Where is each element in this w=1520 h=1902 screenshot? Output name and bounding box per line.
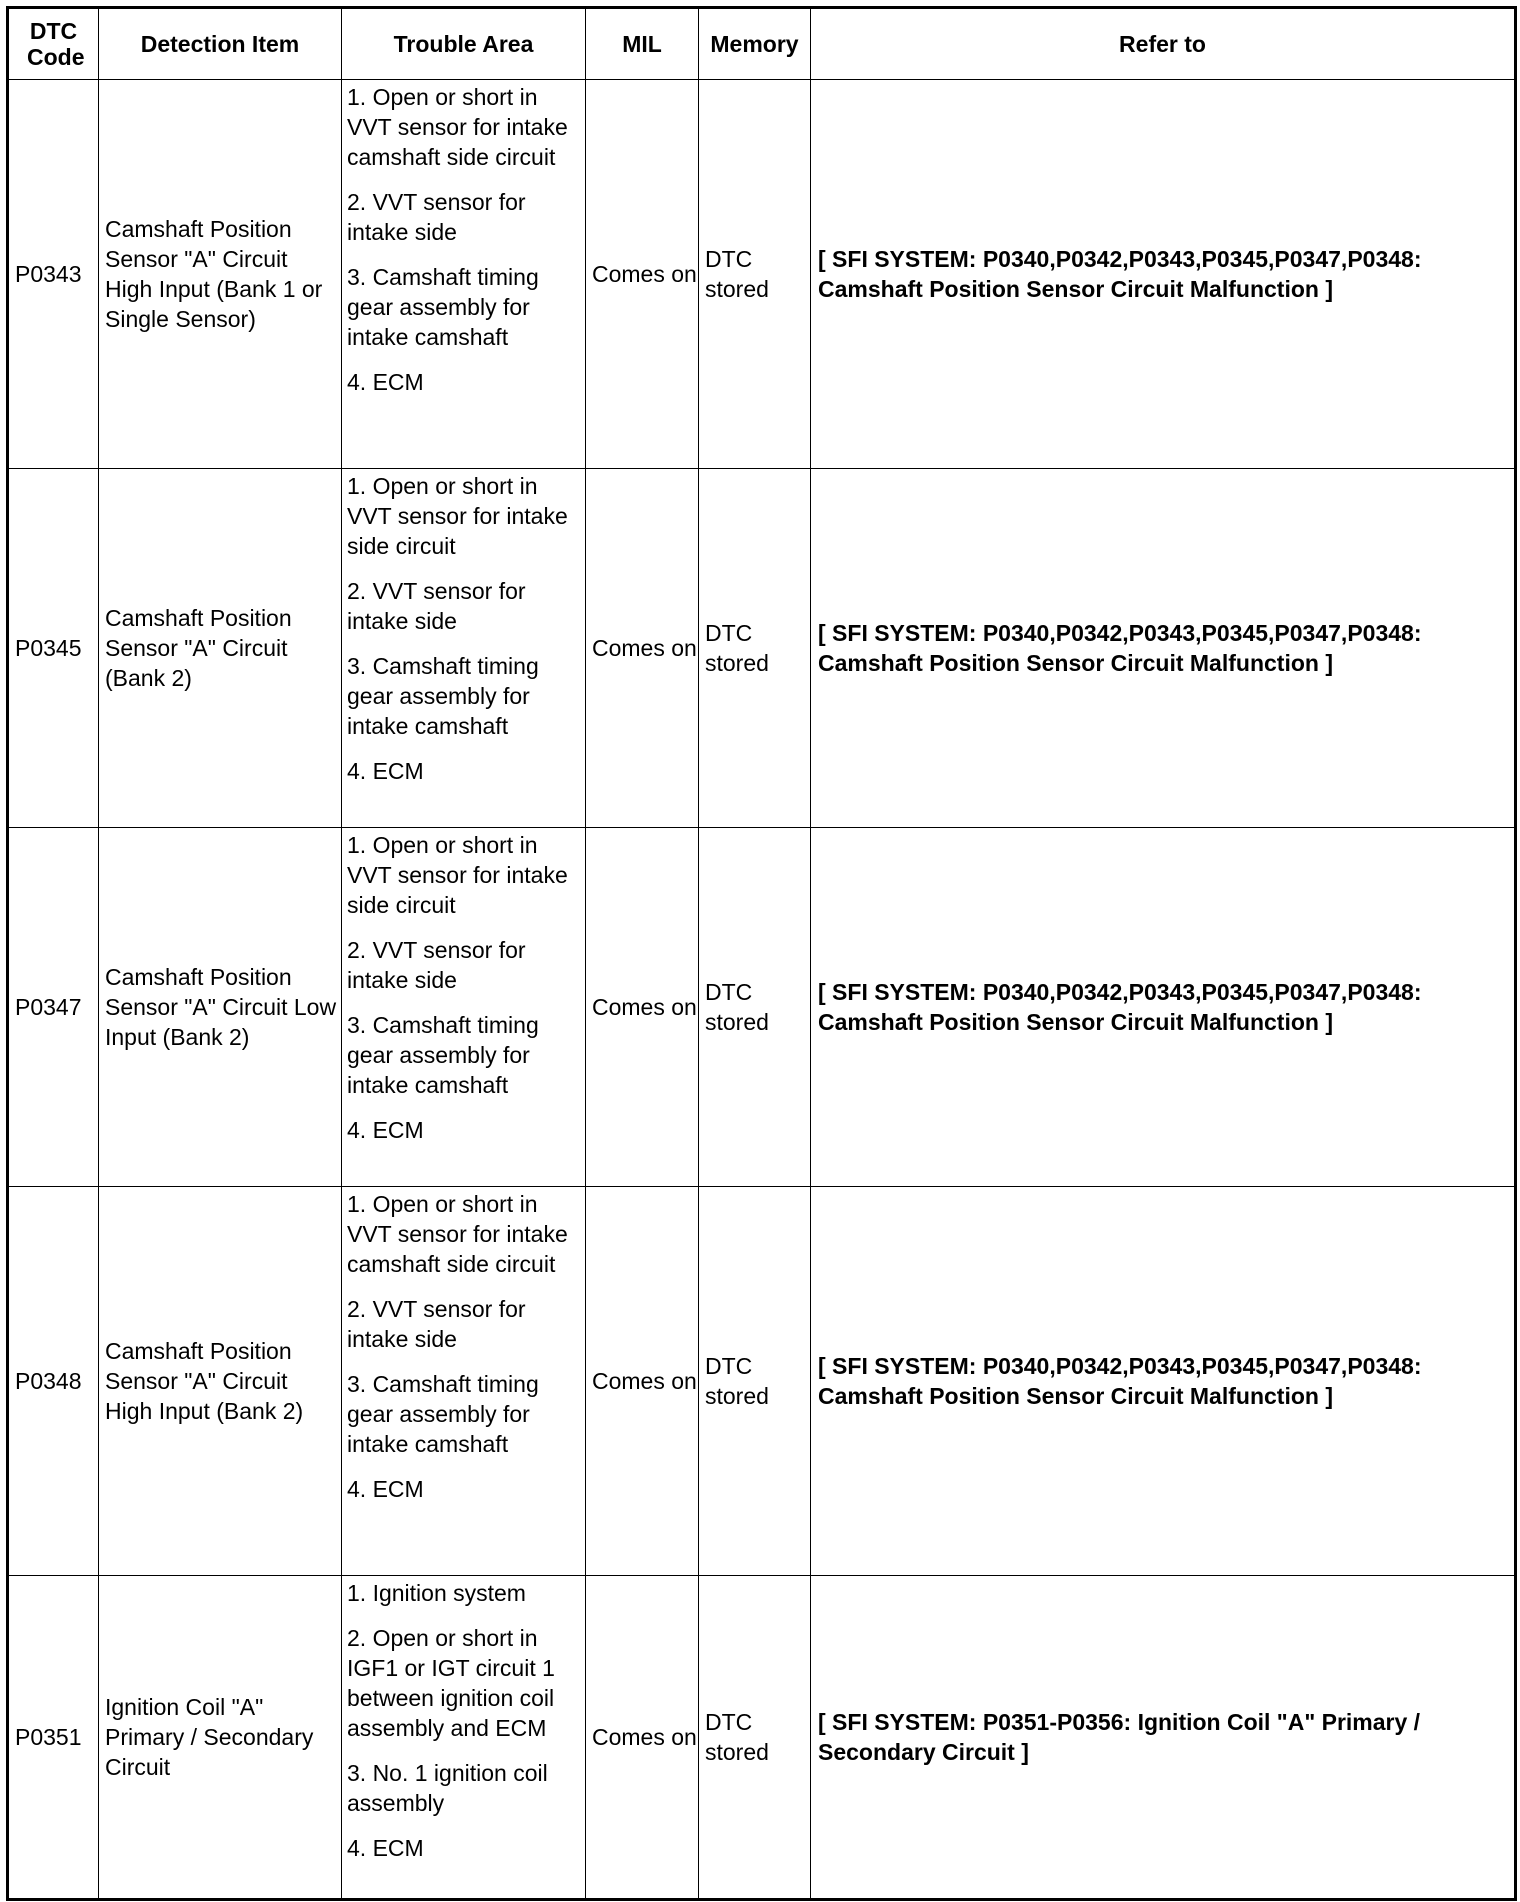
trouble-step: 4. ECM <box>347 1835 424 1861</box>
detection-item-cell: Camshaft Position Sensor "A" Circuit Low Input (Bank 2) <box>99 828 342 1187</box>
dtc-code-cell: P0351 <box>8 1576 99 1900</box>
trouble-step: 3. Camshaft timing gear assembly for intake camshaft <box>347 1012 539 1098</box>
header-mil: MIL <box>586 8 699 80</box>
memory-cell: DTC stored <box>699 828 811 1187</box>
memory-cell: DTC stored <box>699 1187 811 1576</box>
trouble-step: 4. ECM <box>347 369 424 395</box>
trouble-step: 1. Ignition system <box>347 1580 526 1606</box>
trouble-area-cell <box>342 828 586 1187</box>
mil-cell: Comes on <box>586 469 699 828</box>
header-trouble-area: Trouble Area <box>342 8 586 80</box>
trouble-step: 1. Open or short in VVT sensor for intake side circuit <box>347 473 568 559</box>
trouble-step: 2. VVT sensor for intake side <box>347 1296 526 1352</box>
memory-cell: DTC stored <box>699 1576 811 1900</box>
refer-to-cell: [ SFI SYSTEM: P0340,P0342,P0343,P0345,P0347,P0348: Camshaft Position Sensor Circuit Malfunction ] <box>811 469 1516 828</box>
dtc-table <box>6 6 1517 1901</box>
table-row <box>8 828 1516 1187</box>
memory-cell: DTC stored <box>699 469 811 828</box>
mil-cell: Comes on <box>586 1576 699 1900</box>
table-row <box>8 1576 1516 1900</box>
mil-cell: Comes on <box>586 1187 699 1576</box>
trouble-area-cell <box>342 469 586 828</box>
trouble-step: 2. VVT sensor for intake side <box>347 937 526 993</box>
mil-cell: Comes on <box>586 80 699 469</box>
table-row <box>8 80 1516 469</box>
trouble-area-cell <box>342 1576 586 1900</box>
trouble-step: 3. Camshaft timing gear assembly for intake camshaft <box>347 653 539 739</box>
mil-cell: Comes on <box>586 828 699 1187</box>
dtc-code-cell: P0347 <box>8 828 99 1187</box>
header-memory: Memory <box>699 8 811 80</box>
trouble-step: 3. Camshaft timing gear assembly for intake camshaft <box>347 264 539 350</box>
trouble-step: 3. Camshaft timing gear assembly for intake camshaft <box>347 1371 539 1457</box>
refer-to-cell: [ SFI SYSTEM: P0351-P0356: Ignition Coil "A" Primary / Secondary Circuit ] <box>811 1576 1516 1900</box>
trouble-step: 2. Open or short in IGF1 or IGT circuit 1 between ignition coil assembly and ECM <box>347 1625 555 1741</box>
trouble-step: 4. ECM <box>347 1117 424 1143</box>
trouble-step: 1. Open or short in VVT sensor for intake camshaft side circuit <box>347 1191 568 1277</box>
detection-item-cell: Camshaft Position Sensor "A" Circuit (Bank 2) <box>99 469 342 828</box>
table-row <box>8 1187 1516 1576</box>
header-detection-item: Detection Item <box>99 8 342 80</box>
trouble-step: 2. VVT sensor for intake side <box>347 189 526 245</box>
refer-to-cell: [ SFI SYSTEM: P0340,P0342,P0343,P0345,P0347,P0348: Camshaft Position Sensor Circuit Malfunction ] <box>811 1187 1516 1576</box>
trouble-step: 3. No. 1 ignition coil assembly <box>347 1760 548 1816</box>
trouble-step: 4. ECM <box>347 1476 424 1502</box>
dtc-code-cell: P0343 <box>8 80 99 469</box>
memory-cell: DTC stored <box>699 80 811 469</box>
refer-to-cell: [ SFI SYSTEM: P0340,P0342,P0343,P0345,P0347,P0348: Camshaft Position Sensor Circuit Malfunction ] <box>811 828 1516 1187</box>
trouble-step: 1. Open or short in VVT sensor for intake camshaft side circuit <box>347 84 568 170</box>
detection-item-cell: Camshaft Position Sensor "A" Circuit High Input (Bank 1 or Single Sensor) <box>99 80 342 469</box>
refer-to-cell: [ SFI SYSTEM: P0340,P0342,P0343,P0345,P0347,P0348: Camshaft Position Sensor Circuit Malfunction ] <box>811 80 1516 469</box>
dtc-code-cell: P0348 <box>8 1187 99 1576</box>
header-dtc-code: DTC Code <box>8 8 99 80</box>
header-refer-to: Refer to <box>811 8 1516 80</box>
detection-item-cell: Camshaft Position Sensor "A" Circuit High Input (Bank 2) <box>99 1187 342 1576</box>
trouble-step: 2. VVT sensor for intake side <box>347 578 526 634</box>
trouble-step: 1. Open or short in VVT sensor for intake side circuit <box>347 832 568 918</box>
detection-item-cell: Ignition Coil "A" Primary / Secondary Circuit <box>99 1576 342 1900</box>
dtc-code-cell: P0345 <box>8 469 99 828</box>
header-row <box>8 8 1516 80</box>
trouble-area-cell <box>342 1187 586 1576</box>
trouble-area-cell <box>342 80 586 469</box>
trouble-step: 4. ECM <box>347 758 424 784</box>
table-row <box>8 469 1516 828</box>
